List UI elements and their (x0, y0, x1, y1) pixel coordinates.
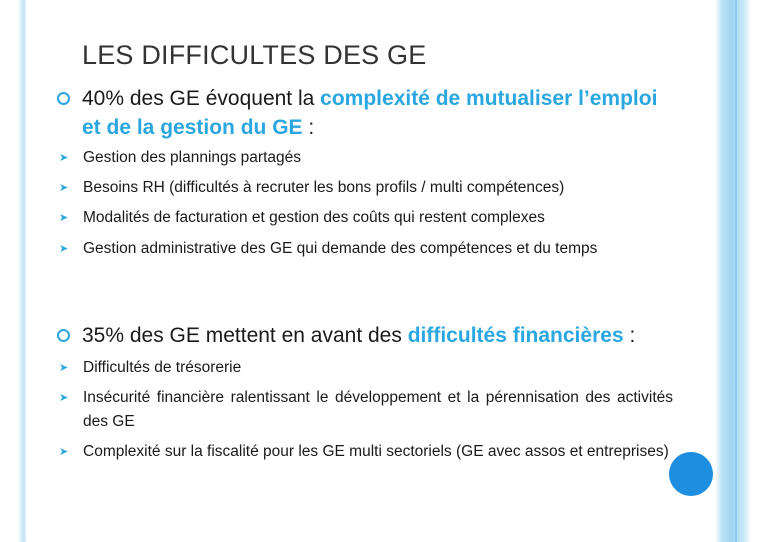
list-item-text: Complexité sur la fiscalité pour les GE multi sectoriels (GE avec assos et entreprises) (83, 443, 669, 460)
list-item-text: Besoins RH (difficultés à recruter les bons profils / multi compétences) (83, 179, 565, 196)
section1-lead-suffix: : (302, 116, 315, 139)
arrow-bullet-icon: ➤ (59, 212, 69, 224)
arrow-bullet-icon: ➤ (59, 392, 69, 404)
circle-bullet-icon (57, 329, 70, 342)
arrow-bullet-icon: ➤ (59, 243, 69, 255)
arrow-bullet-icon: ➤ (59, 362, 69, 374)
arrow-bullet-icon: ➤ (59, 182, 69, 194)
list-item-text: Insécurité financière ralentissant le développement et la pérennisation des activités des GE (83, 389, 673, 430)
list-item-text: Difficultés de trésorerie (83, 359, 242, 376)
section2-lead-suffix: : (623, 324, 636, 347)
list-item-text: Modalités de facturation et gestion des coûts qui restent complexes (83, 209, 545, 226)
section1-lead-accent: complexité de mutualiser l’emploi et de la gestion du GE (82, 87, 658, 139)
section2-lead-accent: difficultés financières (407, 324, 624, 347)
list-item-text: Gestion administrative des GE qui demande des compétences et du temps (83, 240, 598, 257)
decorative-circle (669, 452, 713, 496)
circle-bullet-icon (57, 92, 70, 105)
slide-title: LES DIFFICULTES DES GE (82, 40, 427, 70)
arrow-bullet-icon: ➤ (59, 446, 69, 458)
section2-lead-prefix: 35% des GE mettent en avant des (82, 324, 408, 347)
list-item-text: Gestion des plannings partagés (83, 149, 302, 166)
arrow-bullet-icon: ➤ (59, 152, 69, 164)
section1-lead-prefix: 40% des GE évoquent la (82, 87, 321, 110)
